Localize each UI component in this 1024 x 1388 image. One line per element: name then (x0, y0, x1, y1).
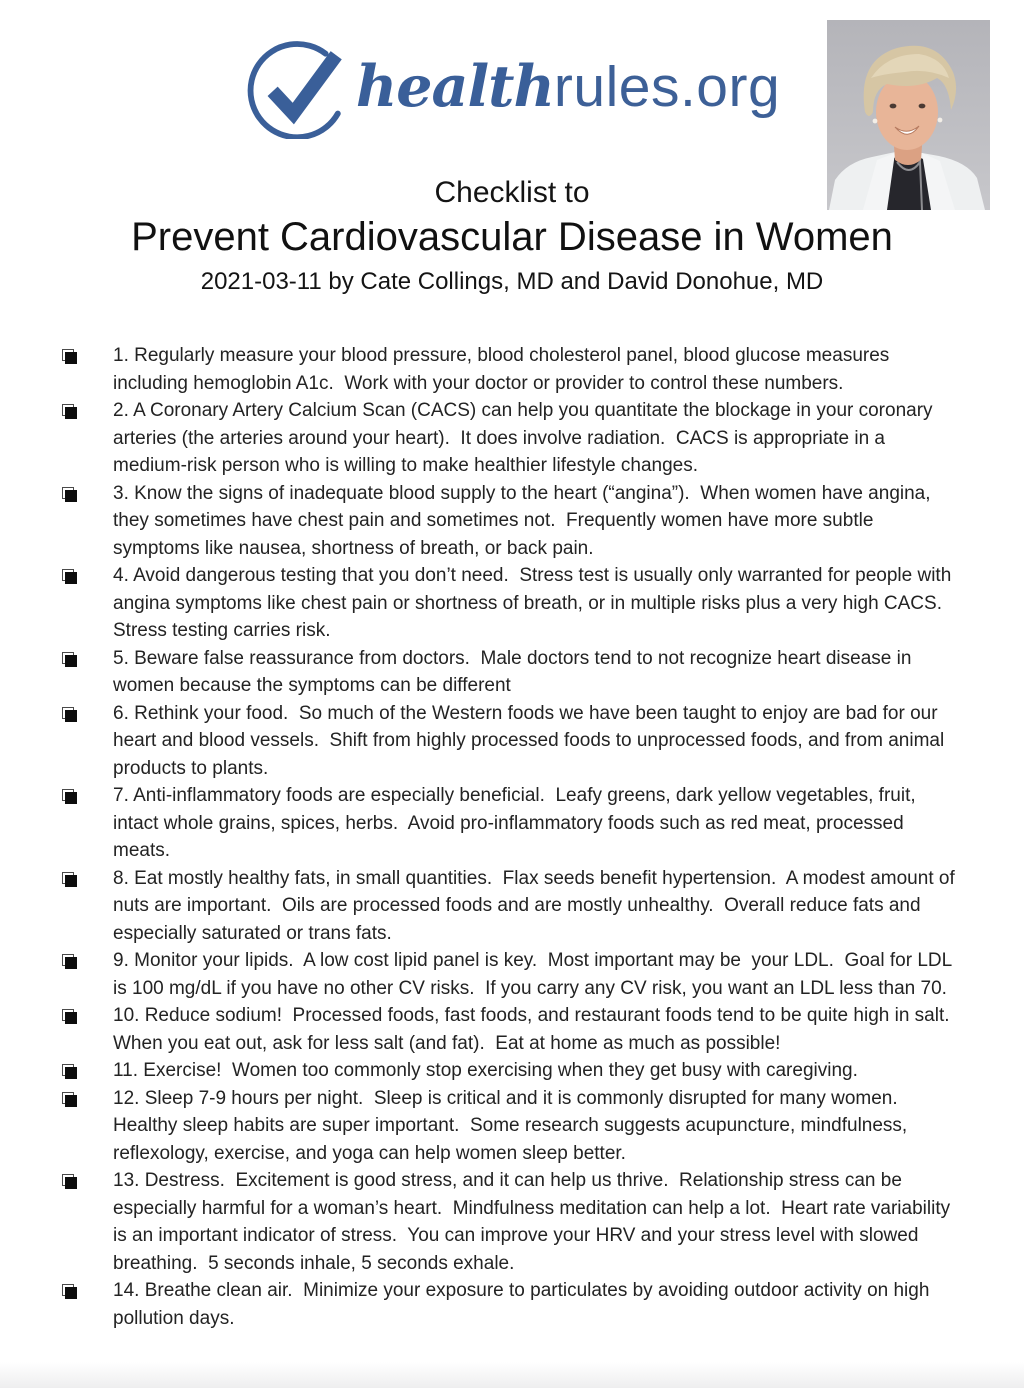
checkbox-icon (62, 1057, 113, 1085)
checklist-item-7 (62, 782, 964, 865)
document-byline: 2021-03-11 by Cate Collings, MD and David Donohue, MD (200, 268, 824, 295)
checklist-item-1 (62, 342, 964, 397)
checklist-item-text: 2. A Coronary Artery Calcium Scan (CACS) can help you quantitate the blockage in your coronary arteries (the arteries around your heart). It does involve radiation. CACS is appropriate in a medium-risk person who is willing to make healthier lifestyle changes. (113, 400, 938, 476)
checkbox-icon (62, 1002, 113, 1057)
checklist-item-text: 8. Eat mostly healthy fats, in small quantities. Flax seeds benefit hypertension. A modest amount of nuts are important. Oils are processed foods and are mostly unhealthy. Overall reduce fats and especially saturated or trans fats. (113, 867, 961, 944)
checklist-item-12 (62, 1085, 964, 1168)
checklist-item-9 (62, 947, 964, 1002)
checkbox-icon (62, 782, 113, 865)
checklist-item-text: 6. Rethink your food. So much of the Western foods we have been taught to enjoy are bad for our heart and blood vessels. Shift from highly processed foods to unprocessed foods, and from animal products to plants. (113, 702, 950, 779)
logo-checkmark-icon (244, 33, 350, 139)
checklist-item-3 (62, 480, 964, 563)
checklist-item-text: 5. Beware false reassurance from doctors. Male doctors tend to not recognize heart disease in women because the symptoms can be different (113, 647, 917, 696)
checklist-item-2 (62, 397, 964, 480)
checklist-item-4 (62, 562, 964, 645)
checklist-item-11 (62, 1057, 964, 1085)
checklist-item-text: 12. Sleep 7-9 hours per night. Sleep is critical and it is commonly disrupted for many women. Healthy sleep habits are super important. Some research suggests acupuncture, mindfulness, reflexology, exercise, and yoga can help women sleep better. (113, 1087, 913, 1164)
checklist-item-text: 13. Destress. Excitement is good stress, and it can help us thrive. Relationship stress can be especially harmful for a woman’s heart. Mindfulness meditation can help a lot. Heart rate variability is an important indicator of stress. You can improve your HRV and your stress level with slowed breathing. 5 seconds inhale, 5 seconds exhale. (113, 1170, 956, 1274)
page-title: Prevent Cardiovascular Disease in Women (131, 215, 893, 259)
checkbox-icon (62, 645, 113, 700)
author-photo (827, 20, 990, 210)
checkbox-icon (62, 397, 113, 480)
checklist-item-text: 11. Exercise! Women too commonly stop exercising when they get busy with caregiving. (113, 1060, 858, 1081)
checkbox-icon (62, 1085, 113, 1168)
checklist-item-5 (62, 645, 964, 700)
checklist-item-text: 10. Reduce sodium! Processed foods, fast foods, and restaurant foods tend to be quite high in salt. When you eat out, ask for less salt (and fat). Eat at home as much as possible! (113, 1005, 961, 1054)
checkbox-icon (62, 342, 113, 397)
checklist-item-text: 9. Monitor your lipids. A low cost lipid panel is key. Most important may be your LDL. Goal for LDL is 100 mg/dL if you have no other CV risks. If you carry any CV risk, you want an LDL less than 70. (113, 950, 957, 999)
checklist-item-10 (62, 1002, 964, 1057)
checklist-item-13 (62, 1167, 964, 1277)
checklist-item-text: 7. Anti-inflammatory foods are especially beneficial. Leafy greens, dark yellow vegetables, fruit, intact whole grains, spices, herbs. Avoid pro-inflammatory foods such as red meat, processed meats. (113, 785, 921, 861)
checklist-item-text: 1. Regularly measure your blood pressure, blood cholesterol panel, blood glucose measures including hemoglobin A1c. Work with your doctor or provider to control these numbers. (113, 345, 895, 394)
checklist-item-text: 4. Avoid dangerous testing that you don’t need. Stress test is usually only warranted for people with angina symptoms like chest pain or shortness of breath, or in multiple risks plus a very high CACS. Stress testing carries risk. (113, 565, 957, 641)
checkbox-icon (62, 865, 113, 948)
site-logo (244, 33, 780, 139)
checkbox-icon (62, 700, 113, 783)
logo-wordmark (356, 53, 780, 120)
checklist-item-text: 3. Know the signs of inadequate blood supply to the heart (“angina”). When women have angina, they sometimes have chest pain and sometimes not. Frequently women have more subtle symptoms like nausea, shortness of breath, or back pain. (113, 482, 936, 559)
logo-text-rules-org: rules.org (553, 54, 781, 119)
page-bottom-shadow (0, 1362, 1024, 1388)
checkbox-icon (62, 480, 113, 563)
checkbox-icon (62, 947, 113, 1002)
checklist-item-14 (62, 1277, 964, 1332)
logo-text-health: health (355, 52, 554, 120)
checklist-item-6 (62, 700, 964, 783)
checklist-item-text: 14. Breathe clean air. Minimize your exposure to particulates by avoiding outdoor activity on high pollution days. (113, 1280, 935, 1329)
checkbox-icon (62, 562, 113, 645)
document-pretitle: Checklist to (434, 176, 590, 209)
checkbox-icon (62, 1277, 113, 1332)
checklist-item-8 (62, 865, 964, 948)
checkbox-icon (62, 1167, 113, 1277)
checklist (0, 342, 1024, 1332)
